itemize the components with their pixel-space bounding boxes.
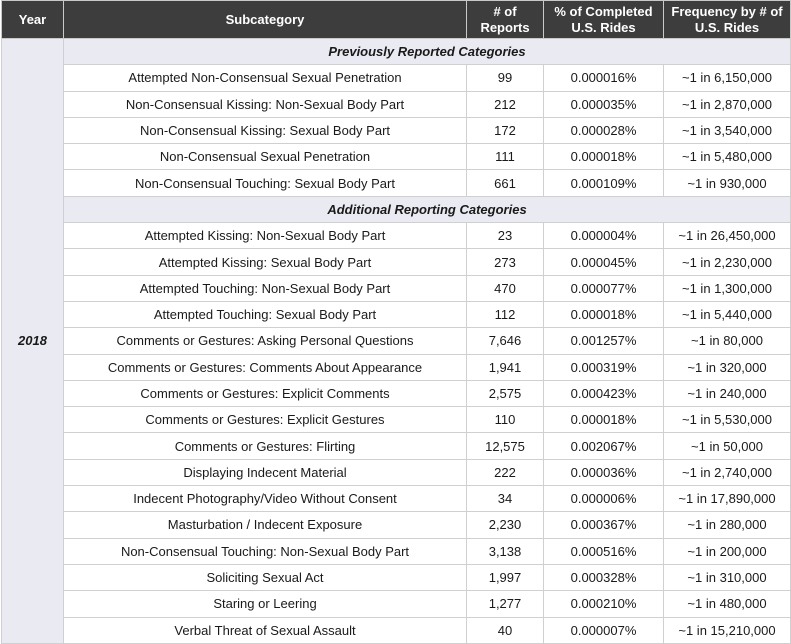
frequency-cell: ~1 in 2,740,000 xyxy=(664,459,791,485)
table-row xyxy=(2,301,791,327)
reports-cell: 172 xyxy=(467,117,544,143)
subcategory-cell: Comments or Gestures: Asking Personal Questions xyxy=(64,328,467,354)
percent-cell: 0.002067% xyxy=(544,433,664,459)
reports-cell: 212 xyxy=(467,91,544,117)
reports-cell: 99 xyxy=(467,65,544,91)
reports-cell: 40 xyxy=(467,617,544,643)
reports-cell: 7,646 xyxy=(467,328,544,354)
table-row xyxy=(2,407,791,433)
table-row xyxy=(2,380,791,406)
frequency-cell: ~1 in 320,000 xyxy=(664,354,791,380)
frequency-cell: ~1 in 2,870,000 xyxy=(664,91,791,117)
percent-cell: 0.000319% xyxy=(544,354,664,380)
table-row xyxy=(2,354,791,380)
subcategory-cell: Masturbation / Indecent Exposure xyxy=(64,512,467,538)
subcategory-cell: Comments or Gestures: Flirting xyxy=(64,433,467,459)
subcategory-cell: Attempted Kissing: Sexual Body Part xyxy=(64,249,467,275)
percent-cell: 0.001257% xyxy=(544,328,664,354)
reports-cell: 222 xyxy=(467,459,544,485)
table-row xyxy=(2,223,791,249)
subcategory-cell: Attempted Kissing: Non-Sexual Body Part xyxy=(64,223,467,249)
subcategory-cell: Comments or Gestures: Explicit Comments xyxy=(64,380,467,406)
frequency-cell: ~1 in 50,000 xyxy=(664,433,791,459)
subcategory-cell: Non-Consensual Kissing: Sexual Body Part xyxy=(64,117,467,143)
subcategory-cell: Verbal Threat of Sexual Assault xyxy=(64,617,467,643)
percent-cell: 0.000018% xyxy=(544,407,664,433)
frequency-cell: ~1 in 310,000 xyxy=(664,564,791,590)
table-row xyxy=(2,512,791,538)
percent-cell: 0.000423% xyxy=(544,380,664,406)
reports-cell: 273 xyxy=(467,249,544,275)
reports-cell: 110 xyxy=(467,407,544,433)
frequency-cell: ~1 in 80,000 xyxy=(664,328,791,354)
percent-header: % of Completed U.S. Rides xyxy=(544,1,664,39)
table-row xyxy=(2,486,791,512)
percent-cell: 0.000028% xyxy=(544,117,664,143)
subcategory-cell: Soliciting Sexual Act xyxy=(64,564,467,590)
subcategory-cell: Attempted Touching: Non-Sexual Body Part xyxy=(64,275,467,301)
report-table xyxy=(1,0,791,644)
frequency-cell: ~1 in 200,000 xyxy=(664,538,791,564)
section-title: Previously Reported Categories xyxy=(64,39,791,65)
subcategory-cell: Staring or Leering xyxy=(64,591,467,617)
reports-header: # of Reports xyxy=(467,1,544,39)
subcategory-cell: Attempted Touching: Sexual Body Part xyxy=(64,301,467,327)
percent-cell: 0.000109% xyxy=(544,170,664,196)
frequency-cell: ~1 in 5,480,000 xyxy=(664,144,791,170)
frequency-cell: ~1 in 17,890,000 xyxy=(664,486,791,512)
table-row xyxy=(2,117,791,143)
table-row xyxy=(2,65,791,91)
table-row xyxy=(2,170,791,196)
subcategory-cell: Non-Consensual Touching: Non-Sexual Body Part xyxy=(64,538,467,564)
reports-cell: 111 xyxy=(467,144,544,170)
table-row xyxy=(2,328,791,354)
table-row xyxy=(2,144,791,170)
table-row xyxy=(2,617,791,643)
reports-cell: 1,997 xyxy=(467,564,544,590)
section-row xyxy=(2,39,791,65)
percent-cell: 0.000007% xyxy=(544,617,664,643)
reports-cell: 2,230 xyxy=(467,512,544,538)
percent-cell: 0.000367% xyxy=(544,512,664,538)
frequency-cell: ~1 in 15,210,000 xyxy=(664,617,791,643)
percent-cell: 0.000016% xyxy=(544,65,664,91)
subcategory-cell: Indecent Photography/Video Without Consent xyxy=(64,486,467,512)
year-cell: 2018 xyxy=(2,39,64,644)
reports-cell: 470 xyxy=(467,275,544,301)
subcategory-cell: Comments or Gestures: Comments About Appearance xyxy=(64,354,467,380)
percent-cell: 0.000328% xyxy=(544,564,664,590)
percent-cell: 0.000004% xyxy=(544,223,664,249)
frequency-cell: ~1 in 5,440,000 xyxy=(664,301,791,327)
percent-cell: 0.000036% xyxy=(544,459,664,485)
reports-cell: 661 xyxy=(467,170,544,196)
percent-cell: 0.000210% xyxy=(544,591,664,617)
percent-cell: 0.000035% xyxy=(544,91,664,117)
table-header xyxy=(2,1,791,39)
frequency-cell: ~1 in 240,000 xyxy=(664,380,791,406)
reports-cell: 3,138 xyxy=(467,538,544,564)
table-body xyxy=(2,39,791,644)
percent-cell: 0.000018% xyxy=(544,301,664,327)
reports-cell: 34 xyxy=(467,486,544,512)
frequency-cell: ~1 in 3,540,000 xyxy=(664,117,791,143)
section-title: Additional Reporting Categories xyxy=(64,196,791,222)
table-row xyxy=(2,249,791,275)
subcategory-cell: Non-Consensual Touching: Sexual Body Part xyxy=(64,170,467,196)
frequency-cell: ~1 in 930,000 xyxy=(664,170,791,196)
percent-cell: 0.000516% xyxy=(544,538,664,564)
frequency-cell: ~1 in 5,530,000 xyxy=(664,407,791,433)
percent-cell: 0.000006% xyxy=(544,486,664,512)
subcategory-cell: Non-Consensual Kissing: Non-Sexual Body Part xyxy=(64,91,467,117)
subcategory-cell: Comments or Gestures: Explicit Gestures xyxy=(64,407,467,433)
table-row xyxy=(2,459,791,485)
reports-cell: 1,941 xyxy=(467,354,544,380)
frequency-header: Frequency by # of U.S. Rides xyxy=(664,1,791,39)
section-row xyxy=(2,196,791,222)
table-row xyxy=(2,91,791,117)
percent-cell: 0.000077% xyxy=(544,275,664,301)
frequency-cell: ~1 in 6,150,000 xyxy=(664,65,791,91)
reports-cell: 23 xyxy=(467,223,544,249)
reports-cell: 1,277 xyxy=(467,591,544,617)
reports-cell: 112 xyxy=(467,301,544,327)
year-header: Year xyxy=(2,1,64,39)
subcategory-cell: Non-Consensual Sexual Penetration xyxy=(64,144,467,170)
subcategory-cell: Attempted Non-Consensual Sexual Penetration xyxy=(64,65,467,91)
table-row xyxy=(2,538,791,564)
reports-cell: 12,575 xyxy=(467,433,544,459)
subcategory-cell: Displaying Indecent Material xyxy=(64,459,467,485)
frequency-cell: ~1 in 2,230,000 xyxy=(664,249,791,275)
reports-cell: 2,575 xyxy=(467,380,544,406)
frequency-cell: ~1 in 280,000 xyxy=(664,512,791,538)
table-row xyxy=(2,591,791,617)
frequency-cell: ~1 in 26,450,000 xyxy=(664,223,791,249)
table-row xyxy=(2,275,791,301)
subcategory-header: Subcategory xyxy=(64,1,467,39)
header-row xyxy=(2,1,791,39)
frequency-cell: ~1 in 1,300,000 xyxy=(664,275,791,301)
table-row xyxy=(2,433,791,459)
percent-cell: 0.000018% xyxy=(544,144,664,170)
frequency-cell: ~1 in 480,000 xyxy=(664,591,791,617)
table-row xyxy=(2,564,791,590)
percent-cell: 0.000045% xyxy=(544,249,664,275)
